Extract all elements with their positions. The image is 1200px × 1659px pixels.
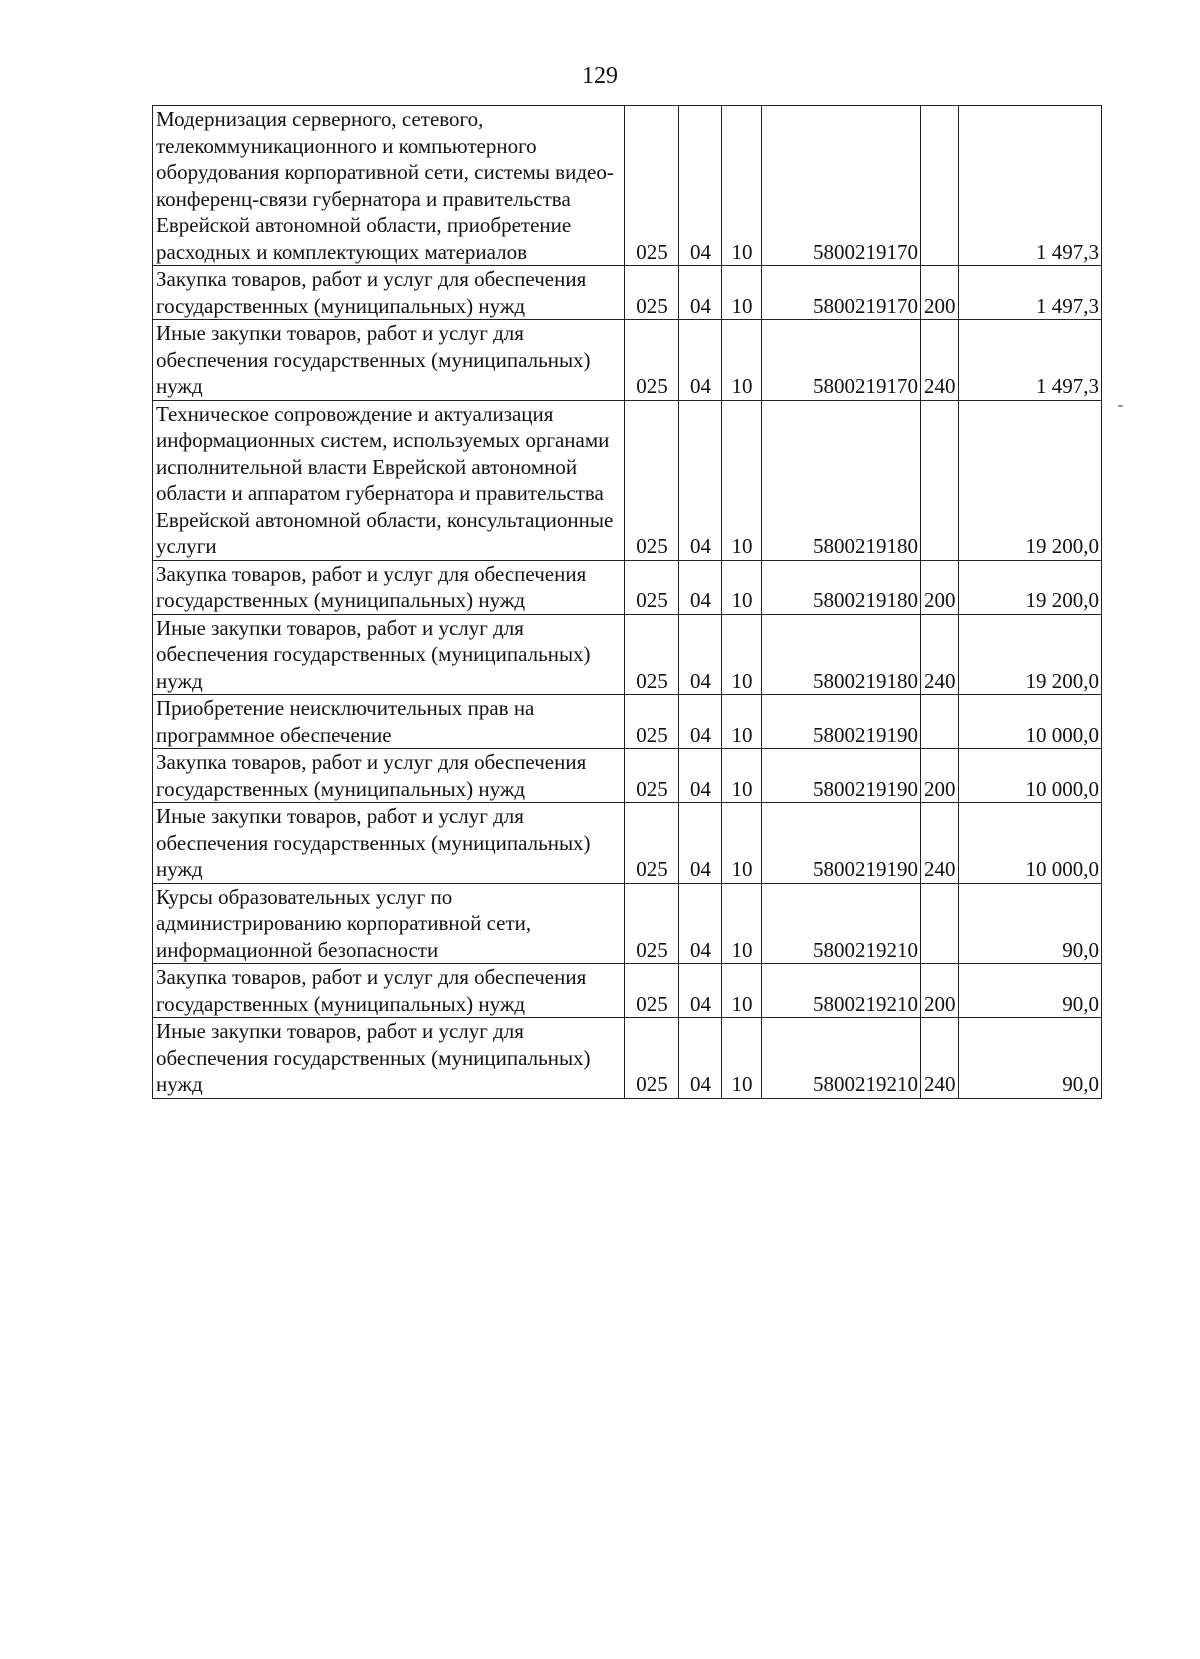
table-row <box>153 749 1102 803</box>
target-article-cell: 5800219210 <box>762 964 921 1018</box>
table-row <box>153 883 1102 964</box>
subsection-code-cell: 10 <box>722 964 762 1018</box>
section-code-cell: 04 <box>679 749 722 803</box>
target-article-cell: 5800219190 <box>762 803 921 884</box>
amount-cell: 10 000,0 <box>959 803 1102 884</box>
expense-type-cell: 240 <box>921 1018 959 1099</box>
row-name-cell: Иные закупки товаров, работ и услуг для обеспечения государственных (муниципальных) нужд <box>153 614 625 695</box>
expense-type-cell: 200 <box>921 749 959 803</box>
table-row <box>153 614 1102 695</box>
subsection-code-cell: 10 <box>722 803 762 884</box>
ministry-code-cell: 025 <box>625 320 679 401</box>
subsection-code-cell: 10 <box>722 266 762 320</box>
row-name-cell: Иные закупки товаров, работ и услуг для обеспечения государственных (муниципальных) нужд <box>153 1018 625 1099</box>
section-code-cell: 04 <box>679 964 722 1018</box>
expense-type-cell <box>921 883 959 964</box>
row-name-cell: Иные закупки товаров, работ и услуг для обеспечения государственных (муниципальных) нужд <box>153 320 625 401</box>
table-row <box>153 803 1102 884</box>
target-article-cell: 5800219180 <box>762 400 921 560</box>
ministry-code-cell: 025 <box>625 803 679 884</box>
amount-cell: 90,0 <box>959 1018 1102 1099</box>
row-name-cell: Приобретение неисключительных прав на программное обеспечение <box>153 695 625 749</box>
row-name-cell: Закупка товаров, работ и услуг для обеспечения государственных (муниципальных) нужд <box>153 266 625 320</box>
row-name-cell: Модернизация серверного, сетевого, телекоммуникационного и компьютерного оборудования корпоративной сети, системы видео-конференц-связи губернатора и правительства Еврейской автономной области, приобретение расходных и комплектующих материалов <box>153 106 625 266</box>
ministry-code-cell: 025 <box>625 883 679 964</box>
target-article-cell: 5800219180 <box>762 560 921 614</box>
ministry-code-cell: 025 <box>625 400 679 560</box>
amount-cell: 10 000,0 <box>959 749 1102 803</box>
budget-table <box>152 105 1102 1099</box>
section-code-cell: 04 <box>679 400 722 560</box>
target-article-cell: 5800219190 <box>762 695 921 749</box>
amount-cell: 1 497,3 <box>959 320 1102 401</box>
target-article-cell: 5800219170 <box>762 320 921 401</box>
expense-type-cell: 240 <box>921 614 959 695</box>
row-name-cell: Техническое сопровождение и актуализация информационных систем, используемых органами исполнительной власти Еврейской автономной области и аппаратом губернатора и правительства Еврейской автономной области, консультационные услуги <box>153 400 625 560</box>
amount-cell: 10 000,0 <box>959 695 1102 749</box>
table-row <box>153 266 1102 320</box>
table-row <box>153 560 1102 614</box>
table-row <box>153 964 1102 1018</box>
expense-type-cell <box>921 695 959 749</box>
amount-cell: 19 200,0 <box>959 614 1102 695</box>
amount-cell: 1 497,3 <box>959 106 1102 266</box>
section-code-cell: 04 <box>679 106 722 266</box>
target-article-cell: 5800219170 <box>762 266 921 320</box>
section-code-cell: 04 <box>679 1018 722 1099</box>
target-article-cell: 5800219170 <box>762 106 921 266</box>
expense-type-cell: 240 <box>921 320 959 401</box>
amount-cell: 19 200,0 <box>959 400 1102 560</box>
ministry-code-cell: 025 <box>625 1018 679 1099</box>
amount-cell: 1 497,3 <box>959 266 1102 320</box>
subsection-code-cell: 10 <box>722 883 762 964</box>
section-code-cell: 04 <box>679 560 722 614</box>
ministry-code-cell: 025 <box>625 964 679 1018</box>
budget-table-body <box>153 106 1102 1099</box>
subsection-code-cell: 10 <box>722 106 762 266</box>
target-article-cell: 5800219180 <box>762 614 921 695</box>
target-article-cell: 5800219210 <box>762 1018 921 1099</box>
row-name-cell: Иные закупки товаров, работ и услуг для обеспечения государственных (муниципальных) нужд <box>153 803 625 884</box>
expense-type-cell <box>921 106 959 266</box>
expense-type-cell <box>921 400 959 560</box>
section-code-cell: 04 <box>679 883 722 964</box>
amount-cell: 90,0 <box>959 883 1102 964</box>
row-name-cell: Закупка товаров, работ и услуг для обеспечения государственных (муниципальных) нужд <box>153 749 625 803</box>
target-article-cell: 5800219190 <box>762 749 921 803</box>
subsection-code-cell: 10 <box>722 614 762 695</box>
table-row <box>153 1018 1102 1099</box>
subsection-code-cell: 10 <box>722 320 762 401</box>
subsection-code-cell: 10 <box>722 400 762 560</box>
expense-type-cell: 200 <box>921 560 959 614</box>
expense-type-cell: 200 <box>921 266 959 320</box>
row-name-cell: Закупка товаров, работ и услуг для обеспечения государственных (муниципальных) нужд <box>153 964 625 1018</box>
expense-type-cell: 240 <box>921 803 959 884</box>
row-name-cell: Закупка товаров, работ и услуг для обеспечения государственных (муниципальных) нужд <box>153 560 625 614</box>
section-code-cell: 04 <box>679 320 722 401</box>
subsection-code-cell: 10 <box>722 1018 762 1099</box>
section-code-cell: 04 <box>679 803 722 884</box>
section-code-cell: 04 <box>679 266 722 320</box>
target-article-cell: 5800219210 <box>762 883 921 964</box>
ministry-code-cell: 025 <box>625 106 679 266</box>
ministry-code-cell: 025 <box>625 614 679 695</box>
table-row <box>153 320 1102 401</box>
ministry-code-cell: 025 <box>625 749 679 803</box>
subsection-code-cell: 10 <box>722 749 762 803</box>
page-number: 129 <box>582 63 618 89</box>
row-name-cell: Курсы образовательных услуг по администрированию корпоративной сети, информационной безопасности <box>153 883 625 964</box>
expense-type-cell: 200 <box>921 964 959 1018</box>
section-code-cell: 04 <box>679 614 722 695</box>
amount-cell: 19 200,0 <box>959 560 1102 614</box>
table-row <box>153 106 1102 266</box>
ministry-code-cell: 025 <box>625 695 679 749</box>
ministry-code-cell: 025 <box>625 560 679 614</box>
amount-cell: 90,0 <box>959 964 1102 1018</box>
table-row <box>153 695 1102 749</box>
section-code-cell: 04 <box>679 695 722 749</box>
ministry-code-cell: 025 <box>625 266 679 320</box>
subsection-code-cell: 10 <box>722 560 762 614</box>
scan-artifact <box>1118 405 1123 407</box>
table-row <box>153 400 1102 560</box>
subsection-code-cell: 10 <box>722 695 762 749</box>
